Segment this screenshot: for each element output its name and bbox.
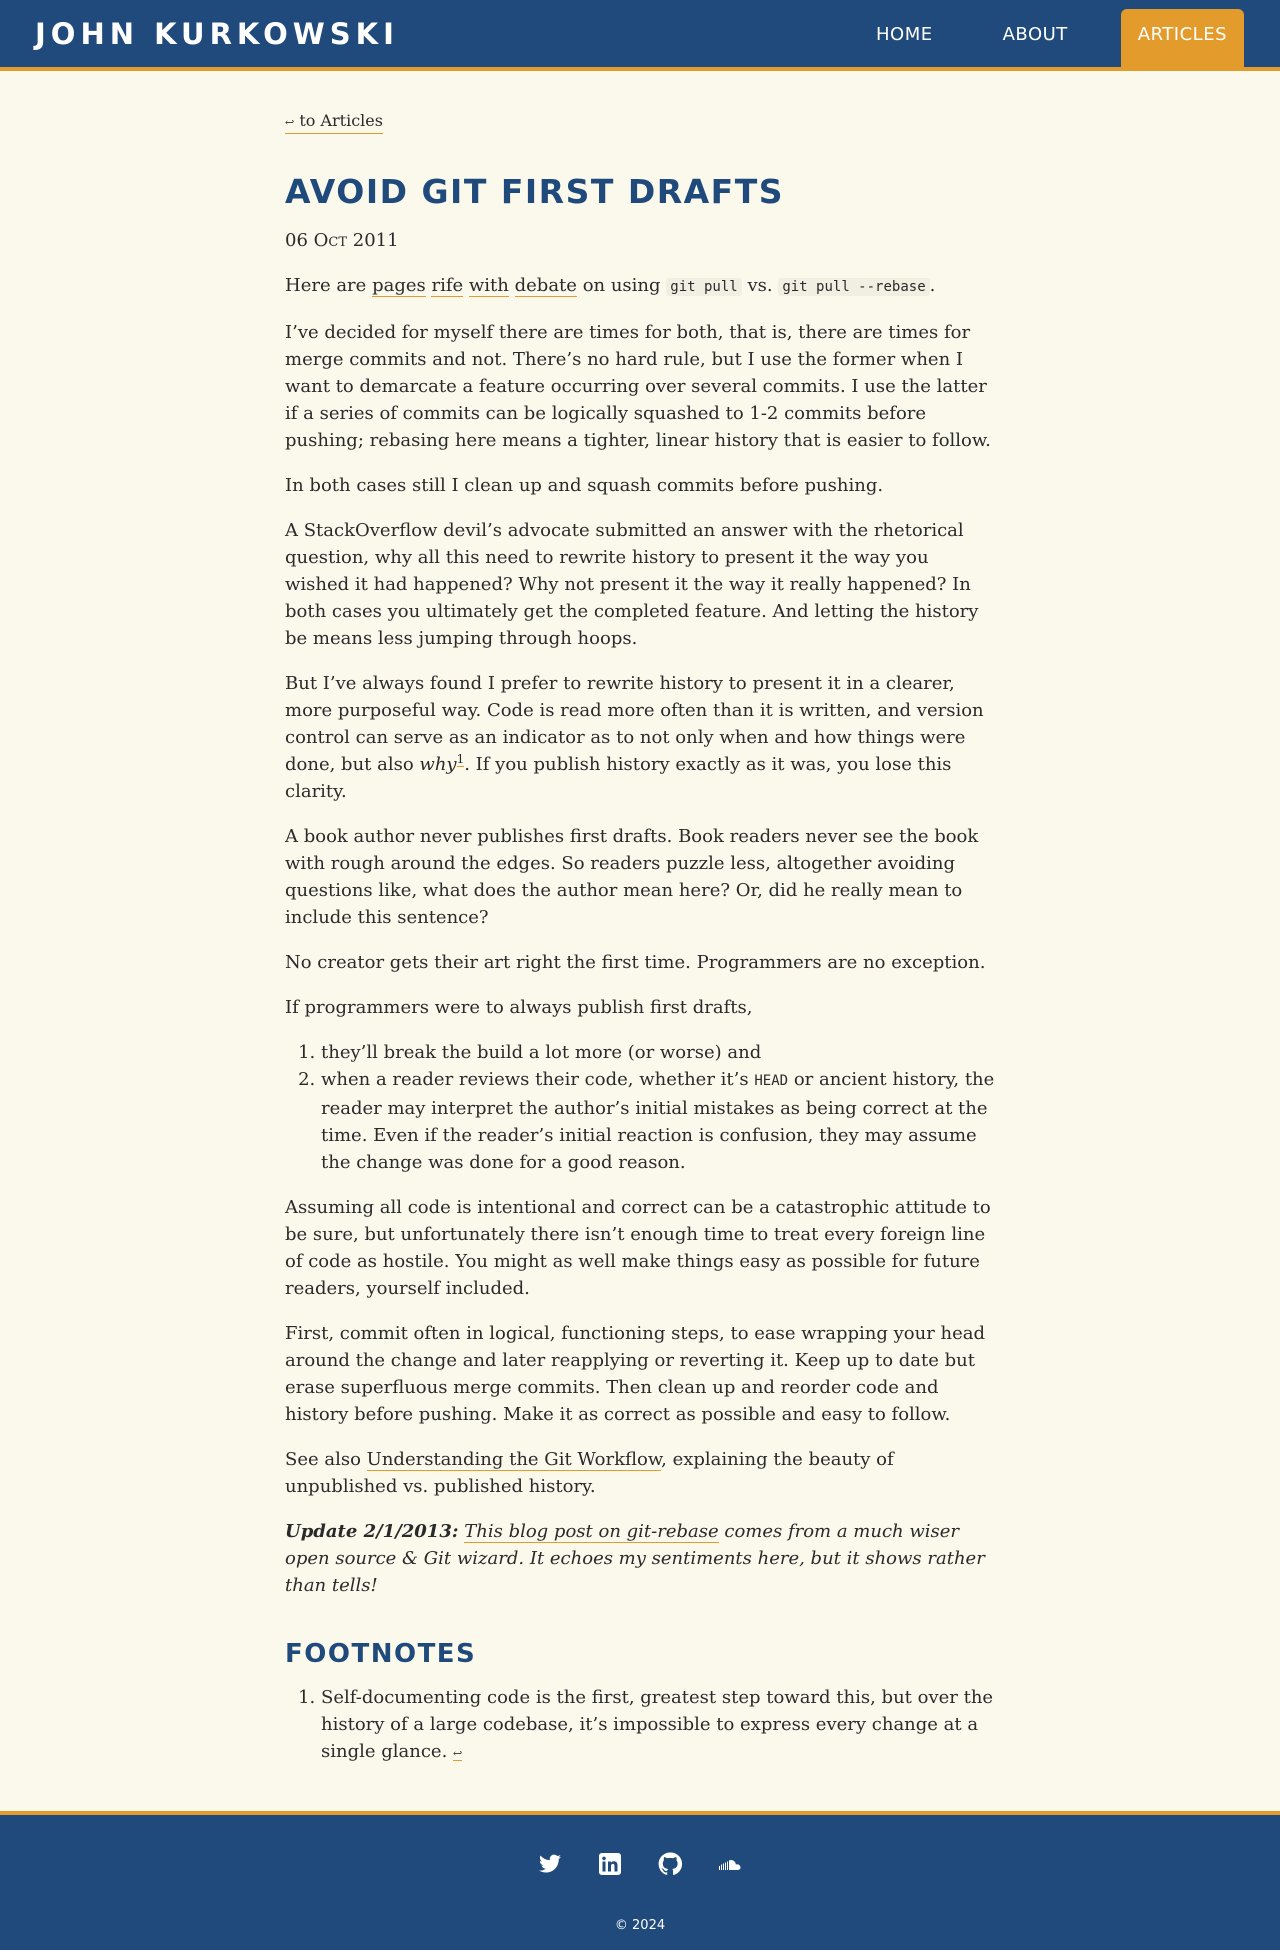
back-to-articles-link[interactable] [285, 111, 383, 134]
footnote-ref-link[interactable]: 1 [456, 752, 465, 766]
link-rife[interactable]: rife [431, 275, 464, 296]
paragraph: If programmers were to always publish first drafts, [285, 997, 753, 1018]
link-debate[interactable]: debate [514, 275, 577, 296]
update-paragraph: Update 2/1/2013: This blog post on git-rebase comes from a much wiser open source & Git wizard. It echoes my sentiments here, but it shows rather than tells! [285, 1521, 985, 1596]
linkedin-icon[interactable] [598, 1852, 622, 1876]
consequences-list [321, 1039, 995, 1176]
back-link-label: to Articles [299, 111, 383, 130]
site-header [0, 0, 1280, 71]
paragraph: I’ve decided for myself there are times for both, that is, there are times for merge commits and not. There’s no hard rule, but I use the former when I want to demarcate a feature occurring over several commits. I use the latter if a series of commits can be logically squashed to 1-2 commits before pushing; rebasing here means a tighter, linear history that is easier to follow. [285, 322, 991, 451]
footnotes-heading: FOOTNOTES [285, 1639, 477, 1669]
paragraph: But I’ve always found I prefer to rewrite history to present it in a clearer, more purposeful way. Code is read more often than it is written, and version control can serve as an indicator as to not only when and how things were done, but also why$^1$. If you publish history exactly as it was, you lose this clarity. [285, 673, 984, 802]
paragraph: A StackOverflow devil’s advocate submitted an answer with the rhetorical question, why all this need to rewrite history to present it the way you wished it had happened? Why not present it the way it really happened? In both cases you ultimately get the completed feature. And letting the history be means less jumping through hoops. [285, 520, 979, 649]
list-item: 1. they’ll break the build a lot more (or worse) and [321, 1039, 995, 1066]
twitter-icon[interactable] [538, 1852, 562, 1876]
github-icon[interactable] [658, 1852, 682, 1876]
nav-home[interactable]: HOME [875, 24, 933, 45]
paragraph: A book author never publishes first drafts. Book readers never see the book with rough around the edges. So readers puzzle less, altogether avoiding questions like, what does the author mean here? Or, did he really mean to include this sentence? [285, 826, 979, 928]
code-head: HEAD [754, 1073, 789, 1089]
update-label: Update 2/1/2013: [285, 1521, 459, 1542]
article-main [285, 71, 995, 1811]
code-git-pull-rebase: git pull --rebase [778, 278, 929, 296]
emphasis-why: why [419, 754, 457, 775]
paragraph: See also Understanding the Git Workflow, explaining the beauty of unpublished vs. published history. [285, 1449, 894, 1497]
link-git-rebase-post[interactable]: This blog post on git-rebase [464, 1521, 719, 1542]
back-arrow-icon: ↩ [285, 116, 295, 129]
site-title-link[interactable]: JOHN KURKOWSKI [35, 17, 399, 51]
paragraph: In both cases still I clean up and squash commits before pushing. [285, 475, 884, 496]
link-understanding-git-workflow[interactable]: Understanding the Git Workflow [366, 1449, 662, 1470]
paragraph: Assuming all code is intentional and correct can be a catastrophic attitude to be sure, but unfortunately there isn’t enough time to treat every foreign line of code as hostile. You might as well make things easy as possible for future readers, yourself included. [285, 1197, 991, 1299]
link-with[interactable]: with [468, 275, 509, 296]
main-nav [823, 9, 1244, 67]
site-footer [0, 1811, 1280, 1950]
nav-about[interactable]: ABOUT [1002, 24, 1068, 45]
social-links [0, 1852, 1280, 1876]
link-pages[interactable]: pages [372, 275, 426, 296]
soundcloud-icon[interactable] [718, 1852, 742, 1876]
list-item: 2. when a reader reviews their code, whether it’s HEAD or ancient history, the reader may interpret the author’s initial mistakes as being correct at the time. Even if the reader’s initial reaction is confusion, they may assume the change was done for a good reason. [321, 1066, 995, 1176]
footnotes-list [321, 1684, 995, 1767]
intro-paragraph: Here are pages rife with debate on using git pull vs. git pull --rebase . [285, 275, 936, 296]
paragraph: No creator gets their art right the first time. Programmers are no exception. [285, 952, 986, 973]
code-git-pull: git pull [666, 278, 741, 296]
copyright: © 2024 [614, 1918, 666, 1933]
paragraph: First, commit often in logical, functioning steps, to ease wrapping your head around the change and later reapplying or reverting it. Keep up to date but erase superfluous merge commits. Then clean up and reorder code and history before pushing. Make it as correct as possible and easy to follow. [285, 1323, 986, 1425]
footnote-item: 1. Self-documenting code is the first, greatest step toward this, but over the history of a large codebase, it’s impossible to express every change at a single glance. ↩ [321, 1684, 995, 1767]
post-date: 06 Oct 2011 [285, 230, 399, 251]
footnote-backref-icon[interactable]: ↩ [453, 1747, 463, 1760]
post-title: AVOID GIT FIRST DRAFTS [285, 172, 784, 211]
nav-articles[interactable]: ARTICLES [1121, 9, 1244, 67]
